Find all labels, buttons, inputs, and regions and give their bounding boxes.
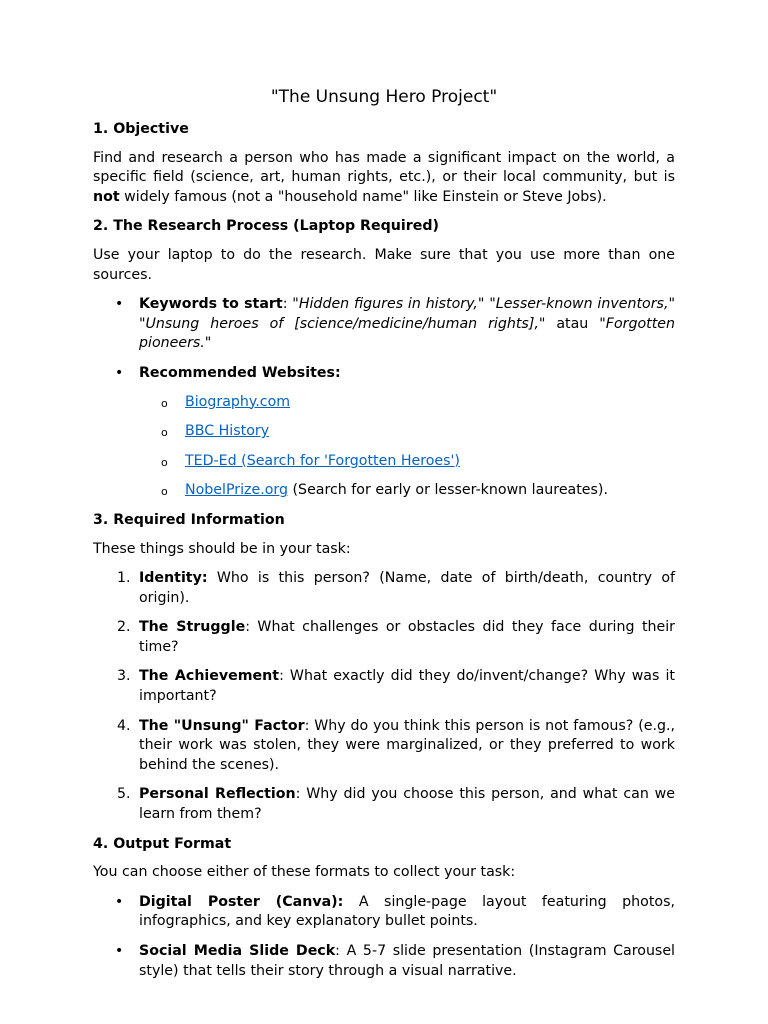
list-item [93,618,675,657]
keyword-or: atau [545,315,600,332]
list-number: 5. [117,786,131,803]
item-text: : What challenges or obstacles did they face during their time? [139,619,676,655]
websites-item [93,364,675,384]
item-label: The "Unsung" Factor [139,717,305,734]
website-item [93,422,675,442]
item-label: Digital Poster (Canva): [139,893,344,910]
output-format-list [93,893,675,981]
circle-bullet-icon: o [161,426,168,440]
list-item [93,893,675,932]
keyword-2: "Lesser-known inventors," [489,296,675,313]
website-link-nobelprize[interactable]: NobelPrize.org [185,482,289,499]
research-intro: Use your laptop to do the research. Make sure that you use more than one sources. [93,246,675,283]
item-text: : What exactly did they do/invent/change? Why was it important? [139,668,675,705]
circle-bullet-icon: o [161,396,168,410]
keyword-1: "Hidden figures in history," [292,296,485,313]
item-label: The Struggle [139,619,246,636]
required-info-intro: These things should be in your task: [93,540,351,557]
required-info-list [93,569,675,825]
circle-bullet-icon: o [161,485,168,499]
list-number: 1. [117,570,131,587]
website-link-ted-ed[interactable]: TED-Ed (Search for 'Forgotten Heroes') [185,452,460,469]
section-heading-objective: 1. Objective [93,121,189,137]
item-text: : Why do you think this person is not famous? (e.g., their work was stolen, they were marginalized, or they preferred to work behind the scenes). [139,717,675,773]
bullet-icon: • [115,943,124,959]
website-item [93,393,675,413]
section-heading-research: 2. The Research Process (Laptop Required) [93,218,439,235]
item-text: : Why did you choose this person, and what can we learn from them? [139,786,675,823]
section-heading-output-format: 4. Output Format [93,835,232,852]
keywords-label: Keywords to start [139,296,283,313]
item-text: : A 5-7 slide presentation (Instagram Carousel style) that tells their story through a visual narrative. [139,943,675,979]
keyword-3: "Unsung heroes of [science/medicine/human rights]," [139,315,546,332]
output-format-intro: You can choose either of these formats to collect your task: [93,864,516,881]
item-label: Social Media Slide Deck [139,943,336,959]
research-list [93,295,675,383]
bullet-icon: • [115,296,124,313]
list-item [93,667,675,706]
list-number: 3. [117,668,131,685]
list-number: 2. [117,619,131,636]
section-heading-required-info: 3. Required Information [93,511,285,528]
circle-bullet-icon: o [161,455,168,469]
objective-text-c: widely famous (not a "household name" like Einstein or Steve Jobs). [119,188,607,205]
website-item [93,452,675,472]
keywords-colon: : [282,296,293,313]
keyword-4: "Forgotten pioneers." [139,315,675,352]
list-item [93,569,675,608]
bullet-icon: • [115,893,124,910]
website-note: (Search for early or lesser-known laureates). [288,482,608,499]
websites-list [93,393,675,501]
websites-label: Recommended Websites: [139,364,341,381]
list-item [93,717,675,776]
website-link-bbc-history[interactable]: BBC History [185,423,270,440]
keywords-item [93,295,675,354]
item-text: A single-page layout featuring photos, infographics, and key explanatory bullet points. [139,893,675,930]
item-label: Identity: [139,570,208,587]
list-item [93,942,675,981]
list-number: 4. [117,717,131,734]
list-item [93,785,675,824]
objective-paragraph [93,149,675,208]
item-label: Personal Reflection [139,786,296,803]
website-link-biography[interactable]: Biography.com [185,393,291,410]
document-title: "The Unsung Hero Project" [270,87,498,107]
objective-text-not: not [93,188,120,205]
item-text: Who is this person? (Name, date of birth/death, country of origin). [139,570,675,606]
item-label: The Achievement [139,668,280,685]
website-item [93,481,675,501]
bullet-icon: • [115,364,124,381]
objective-text-a: Find and research a person who has made a significant impact on the world, a specific field (science, art, human rights, etc.), or their local community, but is [93,149,675,186]
